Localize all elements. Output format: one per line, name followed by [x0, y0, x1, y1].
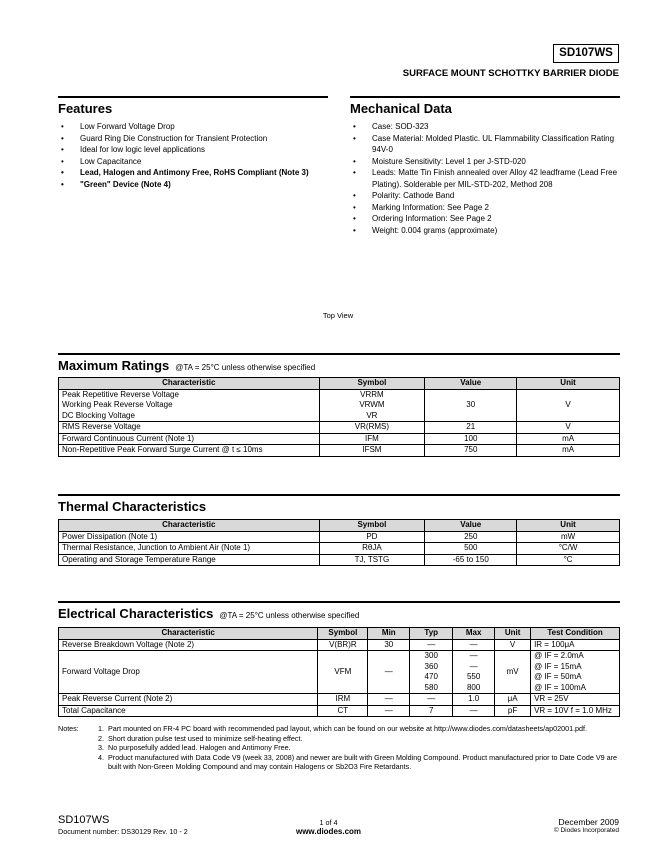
thermal-heading — [58, 494, 620, 514]
test-condition-cell — [531, 651, 620, 694]
unit-cell: mA — [517, 433, 620, 445]
symbol-cell: PD — [319, 531, 425, 543]
unit-cell: mW — [517, 531, 620, 543]
cell-line: — — [469, 651, 478, 660]
min-cell: — — [368, 694, 410, 706]
mechanical-item: • Marking Information: See Page 2 — [350, 202, 622, 214]
symbol-cell — [319, 422, 425, 434]
note-text: No purposefully added lead. Halogen and Antimony Free. — [108, 743, 291, 752]
cell-line: VR(RMS) — [354, 422, 390, 431]
cell-line: 550 — [466, 672, 481, 681]
mechanical-item: • Polarity: Cathode Band — [350, 190, 622, 202]
max-ratings-title: Maximum Ratings — [58, 358, 170, 373]
electrical-heading — [58, 601, 620, 621]
characteristic-cell: Operating and Storage Temperature Range — [59, 554, 320, 566]
note-text: Part mounted on FR-4 PC board with recommended pad layout, which can be found on our website at http://www.diodes.com/datasheets/ap02001.pdf. — [108, 724, 588, 733]
cell-line: RMS Reverse Voltage — [62, 422, 141, 431]
column-header: Max — [453, 628, 495, 640]
footer-website-link[interactable]: www.diodes.com — [295, 827, 362, 836]
unit-cell: °C — [517, 554, 620, 566]
mechanical-item: • Leads: Matte Tin Finish annealed over Alloy 42 leadframe (Lead Free Plating). Solderable per MIL-STD-202, Method 208 — [350, 167, 622, 190]
cell-line: — — [469, 639, 478, 649]
value-cell: 250 — [425, 531, 517, 543]
electrical-condition: @TA = 25°C unless otherwise specified — [219, 611, 360, 620]
column-header: Unit — [517, 378, 620, 390]
characteristic-cell — [59, 422, 320, 434]
feature-item: • Lead, Halogen and Antimony Free, RoHS Compliant (Note 3) — [58, 167, 338, 179]
min-cell: — — [368, 651, 410, 694]
features-heading — [58, 96, 328, 116]
unit-cell: °C/W — [517, 543, 620, 555]
mechanical-item: • Case: SOD-323 — [350, 121, 622, 133]
mechanical-heading — [350, 96, 620, 116]
feature-item: • Ideal for low logic level applications — [58, 144, 338, 156]
footer-part-number: SD107WS — [58, 814, 110, 826]
max-cell — [453, 694, 495, 706]
table-row — [59, 639, 620, 651]
cell-line: 360 — [424, 661, 438, 671]
footer-date: December 2009 — [558, 817, 619, 827]
features-list — [58, 121, 338, 190]
symbol-cell: V(BR)R — [318, 639, 368, 651]
cell-line: DC Blocking Voltage — [62, 410, 135, 420]
notes-label: Notes: — [58, 724, 79, 733]
column-header: Symbol — [319, 520, 425, 532]
note-number: 1. — [98, 724, 104, 733]
unit-cell: mA — [517, 445, 620, 457]
cell-line: 1.0 — [468, 694, 480, 703]
note-item — [98, 734, 628, 744]
value-cell: -65 to 150 — [425, 554, 517, 566]
max-cell — [453, 705, 495, 717]
cell-line: @ IF = 15mA — [534, 661, 582, 671]
cell-line: — — [469, 661, 478, 671]
characteristic-cell: Peak Reverse Current (Note 2) — [59, 694, 318, 706]
column-header: Characteristic — [59, 520, 320, 532]
feature-item: • Low Forward Voltage Drop — [58, 121, 338, 133]
cell-line: IR = 100μA — [534, 639, 575, 649]
table-row — [59, 543, 620, 555]
symbol-cell: TJ, TSTG — [319, 554, 425, 566]
notes-list — [58, 724, 628, 772]
characteristic-cell: Forward Voltage Drop — [59, 651, 318, 694]
cell-line: IFSM — [362, 445, 382, 454]
column-header: Typ — [410, 628, 453, 640]
cell-line: — — [427, 694, 436, 703]
cell-line: Non-Repetitive Peak Forward Surge Current @ t ≤ 10ms — [62, 445, 263, 454]
part-number-box — [553, 44, 619, 63]
cell-line: VR = 25V — [534, 694, 569, 703]
table-row — [59, 705, 620, 717]
column-header: Min — [368, 628, 410, 640]
min-cell: 30 — [368, 639, 410, 651]
characteristic-cell — [59, 445, 320, 457]
column-header: Characteristic — [59, 628, 318, 640]
max-cell — [453, 639, 495, 651]
characteristic-cell: Thermal Resistance, Junction to Ambient Air (Note 1) — [59, 543, 320, 555]
column-header: Characteristic — [59, 378, 320, 390]
test-condition-cell — [531, 705, 620, 717]
typ-cell — [410, 651, 453, 694]
cell-line: 7 — [429, 705, 434, 715]
feature-item: • Guard Ring Die Construction for Transient Protection — [58, 133, 338, 145]
table-row — [59, 389, 620, 422]
max-ratings-table — [58, 377, 620, 457]
table-row — [59, 531, 620, 543]
cell-line: Peak Repetitive Reverse Voltage — [62, 389, 179, 399]
cell-line: VR = 10V f = 1.0 MHz — [534, 705, 612, 715]
table-row — [59, 651, 620, 694]
document-subtitle: SURFACE MOUNT SCHOTTKY BARRIER DIODE — [402, 68, 619, 79]
note-text: Short duration pulse test used to minimize self-heating effect. — [108, 733, 303, 743]
top-view-label: Top View — [322, 311, 354, 320]
symbol-cell: IRM — [318, 694, 368, 706]
electrical-title: Electrical Characteristics — [58, 606, 214, 621]
max-ratings-heading — [58, 353, 620, 373]
mechanical-item: • Case Material: Molded Plastic. UL Flammability Classification Rating 94V-0 — [350, 133, 622, 156]
unit-cell: pF — [495, 705, 531, 717]
table-row — [59, 422, 620, 434]
characteristic-cell: Reverse Breakdown Voltage (Note 2) — [59, 639, 318, 651]
note-number: 2. — [98, 733, 104, 743]
cell-line: IFM — [365, 433, 379, 443]
cell-line: @ IF = 100mA — [534, 682, 586, 692]
symbol-cell — [319, 389, 425, 422]
note-item — [98, 753, 628, 772]
mechanical-item: • Moisture Sensitivity: Level 1 per J-STD-020 — [350, 156, 622, 168]
unit-cell: V — [517, 389, 620, 422]
value-cell: 100 — [425, 433, 517, 445]
unit-cell: V — [517, 422, 620, 434]
min-cell: — — [368, 705, 410, 717]
symbol-cell: RθJA — [319, 543, 425, 555]
footer-copyright: © Diodes Incorporated — [553, 827, 619, 834]
cell-line: 800 — [466, 682, 481, 692]
thermal-title: Thermal Characteristics — [58, 499, 207, 514]
unit-cell: V — [495, 639, 531, 651]
note-text: Product manufactured with Data Code V9 (week 33, 2008) and newer are built with Green Molding Compound. Product manufactured prior to Date Code V9 are built with Non-Green Molding Compound and may contain Halogens or Sb2O3 Fire Retardants. — [108, 752, 617, 771]
symbol-cell — [319, 445, 425, 457]
note-item — [98, 743, 628, 753]
symbol-cell: CT — [318, 705, 368, 717]
mechanical-list — [350, 121, 622, 236]
cell-line: VRWM — [359, 400, 385, 409]
cell-line: 300 — [424, 651, 438, 660]
notes-section — [58, 724, 628, 772]
cell-line: @ IF = 50mA — [534, 672, 582, 681]
max-cell — [453, 651, 495, 694]
mechanical-item: • Weight: 0.004 grams (approximate) — [350, 225, 622, 237]
feature-item: • Low Capacitance — [58, 156, 338, 168]
unit-cell: mV — [495, 651, 531, 694]
characteristic-cell — [59, 389, 320, 422]
max-ratings-condition: @TA = 25°C unless otherwise specified — [175, 363, 316, 372]
note-item — [98, 724, 628, 734]
characteristic-cell — [59, 433, 320, 445]
mechanical-item: • Ordering Information: See Page 2 — [350, 213, 622, 225]
test-condition-cell — [531, 694, 620, 706]
test-condition-cell — [531, 639, 620, 651]
cell-line: Working Peak Reverse Voltage — [62, 400, 173, 409]
table-row — [59, 445, 620, 457]
table-row — [59, 694, 620, 706]
cell-line: 470 — [424, 672, 438, 681]
table-row — [59, 554, 620, 566]
column-header: Test Condition — [531, 628, 620, 640]
symbol-cell — [319, 433, 425, 445]
electrical-table — [58, 627, 620, 717]
features-title: Features — [58, 101, 113, 116]
part-number: SD107WS — [559, 47, 613, 59]
value-cell: 30 — [425, 389, 517, 422]
thermal-table — [58, 519, 620, 566]
cell-line: VR — [366, 410, 378, 420]
column-header: Unit — [517, 520, 620, 532]
column-header: Value — [425, 520, 517, 532]
cell-line: 580 — [424, 682, 438, 692]
cell-line: — — [427, 639, 436, 649]
note-number: 3. — [98, 743, 104, 752]
characteristic-cell: Power Dissipation (Note 1) — [59, 531, 320, 543]
column-header: Symbol — [319, 378, 425, 390]
value-cell: 21 — [425, 422, 517, 434]
typ-cell — [410, 705, 453, 717]
typ-cell — [410, 639, 453, 651]
symbol-cell: VFM — [318, 651, 368, 694]
mechanical-title: Mechanical Data — [350, 101, 452, 116]
characteristic-cell: Total Capacitance — [59, 705, 318, 717]
cell-line: Forward Continuous Current (Note 1) — [62, 433, 195, 443]
value-cell: 500 — [425, 543, 517, 555]
note-number: 4. — [98, 752, 104, 762]
column-header: Symbol — [318, 628, 368, 640]
value-cell: 750 — [425, 445, 517, 457]
cell-line: — — [469, 705, 478, 715]
footer-doc-number: Document number: DS30129 Rev. 10 - 2 — [58, 827, 188, 836]
table-row — [59, 433, 620, 445]
cell-line: @ IF = 2.0mA — [534, 651, 584, 660]
cell-line: VRRM — [360, 389, 384, 399]
column-header: Unit — [495, 628, 531, 640]
footer-page-number: 1 of 4 — [319, 818, 338, 827]
column-header: Value — [425, 378, 517, 390]
feature-item: • "Green" Device (Note 4) — [58, 179, 338, 191]
unit-cell: μA — [495, 694, 531, 706]
typ-cell — [410, 694, 453, 706]
